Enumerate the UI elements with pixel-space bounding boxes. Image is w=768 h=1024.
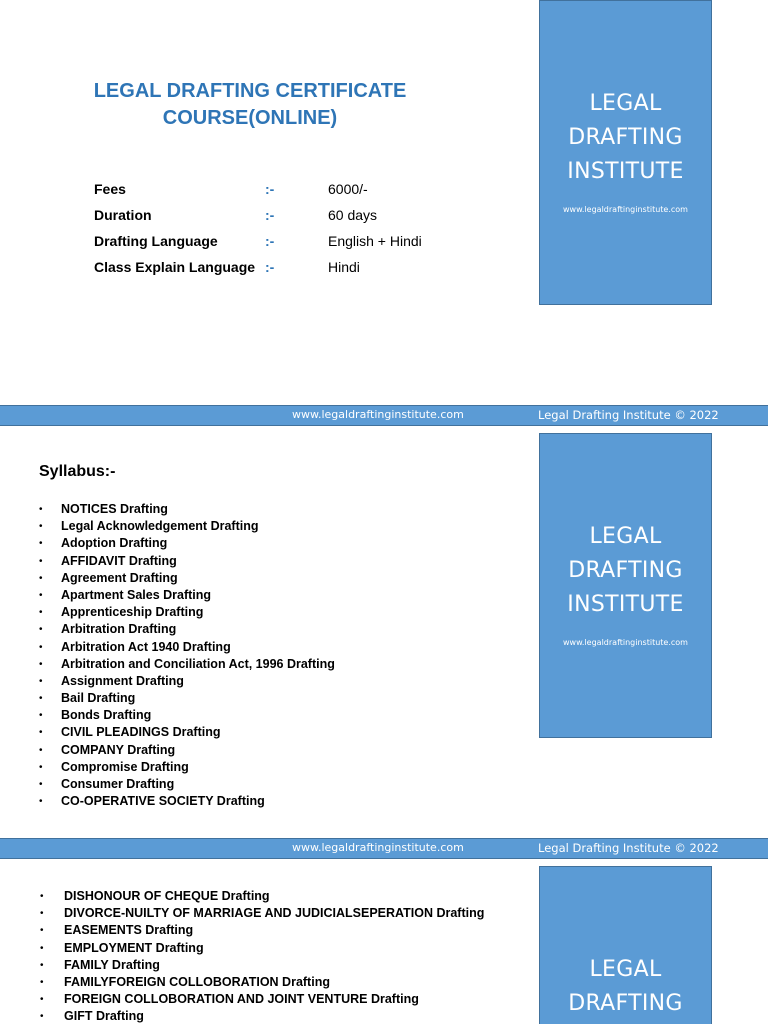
course-title-line-2: COURSE(ONLINE) (162, 107, 338, 129)
slide-2 (0, 433, 768, 837)
brand-box (539, 866, 712, 1024)
list-item: • EMPLOYMENT Drafting (40, 940, 484, 957)
brand-title (540, 953, 711, 1021)
brand-line-2: DRAFTING (568, 125, 683, 150)
list-item: • DISHONOUR OF CHEQUE Drafting (40, 888, 484, 905)
course-info-table (94, 176, 422, 280)
course-title (40, 78, 460, 132)
list-item: • Bonds Drafting (39, 707, 335, 724)
footer-url: www.legaldraftinginstitute.com (292, 841, 464, 854)
list-item: • FAMILYFOREIGN COLLOBORATION Drafting (40, 974, 484, 991)
list-item: • EASEMENTS Drafting (40, 922, 484, 939)
footer-copyright: Legal Drafting Institute © 2022 (538, 841, 719, 855)
list-item: • Agreement Drafting (39, 570, 335, 587)
brand-box (539, 0, 712, 305)
info-label: Drafting Language (94, 233, 218, 249)
info-separator: :- (265, 181, 275, 197)
list-item: • Consumer Drafting (39, 776, 335, 793)
info-label: Fees (94, 181, 126, 197)
list-item: • GIFT Drafting (40, 1008, 484, 1024)
syllabus-list (40, 888, 484, 1024)
info-row-drafting-language (94, 228, 422, 254)
list-item: • NOTICES Drafting (39, 501, 335, 518)
list-item: • Assignment Drafting (39, 673, 335, 690)
footer-copyright: Legal Drafting Institute © 2022 (538, 408, 719, 422)
syllabus-list (39, 501, 335, 810)
brand-box (539, 433, 712, 738)
brand-line-1: LEGAL (589, 524, 662, 549)
list-item: • COMPANY Drafting (39, 742, 335, 759)
footer-url: www.legaldraftinginstitute.com (292, 408, 464, 421)
brand-title (540, 520, 711, 622)
syllabus-heading: Syllabus:- (39, 463, 116, 480)
list-item: • AFFIDAVIT Drafting (39, 553, 335, 570)
info-value: 6000/- (328, 181, 368, 197)
brand-line-3: INSTITUTE (567, 592, 684, 617)
info-value: English + Hindi (328, 233, 422, 249)
course-title-line-1: LEGAL DRAFTING CERTIFICATE (93, 80, 407, 102)
list-item: • Arbitration Drafting (39, 621, 335, 638)
list-item: • Legal Acknowledgement Drafting (39, 518, 335, 535)
list-item: • FOREIGN COLLOBORATION AND JOINT VENTURE Drafting (40, 991, 484, 1008)
list-item: • Apprenticeship Drafting (39, 604, 335, 621)
brand-line-1: LEGAL (589, 957, 662, 982)
list-item: • CO-OPERATIVE SOCIETY Drafting (39, 793, 335, 810)
brand-line-2: DRAFTING (568, 991, 683, 1016)
footer-band-2 (0, 838, 768, 859)
footer-band-1 (0, 405, 768, 426)
list-item: • CIVIL PLEADINGS Drafting (39, 724, 335, 741)
info-row-duration (94, 202, 422, 228)
slide-3 (0, 866, 768, 1024)
list-item: • Arbitration and Conciliation Act, 1996 Drafting (39, 656, 335, 673)
list-item: • Bail Drafting (39, 690, 335, 707)
info-separator: :- (265, 259, 275, 275)
info-row-class-explain-language (94, 254, 422, 280)
list-item: • FAMILY Drafting (40, 957, 484, 974)
list-item: • Adoption Drafting (39, 535, 335, 552)
list-item: • DIVORCE-NUILTY OF MARRIAGE AND JUDICIALSEPERATION Drafting (40, 905, 484, 922)
info-row-fees (94, 176, 422, 202)
list-item: • Apartment Sales Drafting (39, 587, 335, 604)
brand-url: www.legaldraftinginstitute.com (563, 638, 688, 647)
info-label: Duration (94, 207, 152, 223)
brand-title (540, 87, 711, 189)
slide-1 (0, 0, 768, 404)
info-separator: :- (265, 207, 275, 223)
brand-line-3: INSTITUTE (567, 159, 684, 184)
info-label: Class Explain Language (94, 259, 256, 275)
info-value: 60 days (328, 207, 378, 223)
info-value: Hindi (328, 259, 360, 275)
brand-line-2: DRAFTING (568, 558, 683, 583)
list-item: • Arbitration Act 1940 Drafting (39, 639, 335, 656)
info-separator: :- (265, 233, 275, 249)
brand-url: www.legaldraftinginstitute.com (563, 205, 688, 214)
brand-line-1: LEGAL (589, 91, 662, 116)
list-item: • Compromise Drafting (39, 759, 335, 776)
